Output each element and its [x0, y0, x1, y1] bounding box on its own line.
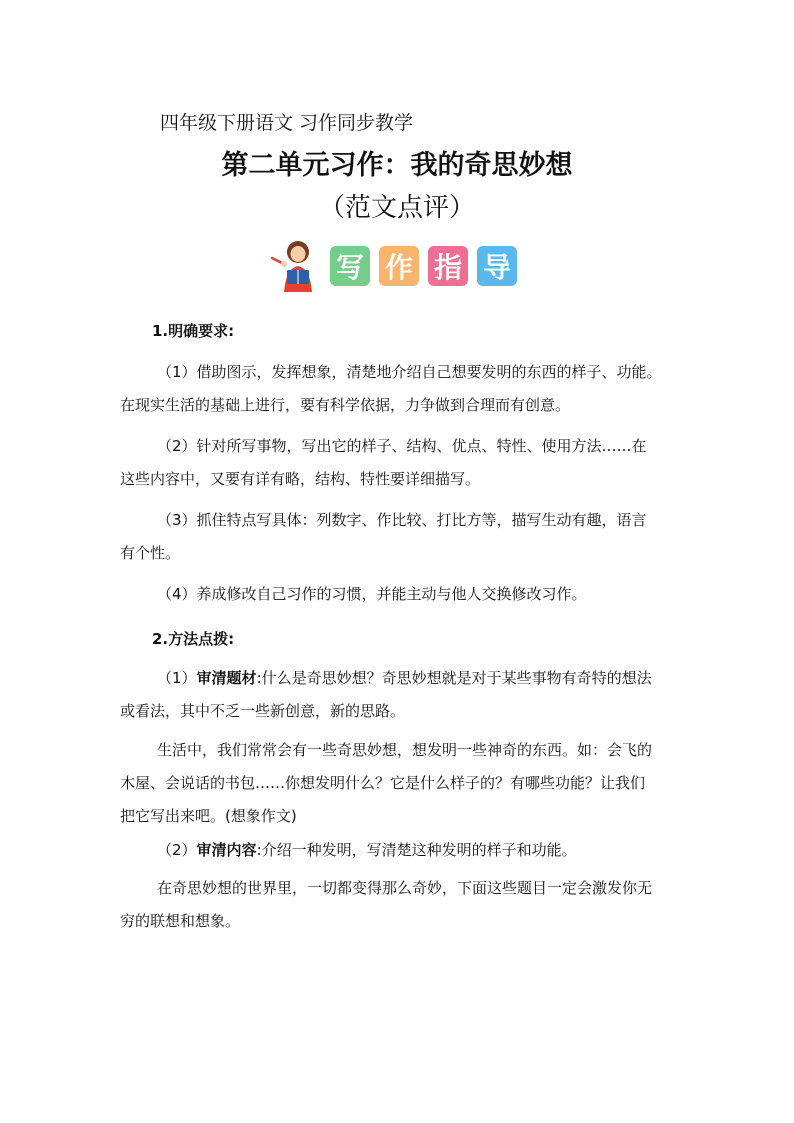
- document-subtitle: 四年级下册语文 习作同步教学: [160, 112, 414, 134]
- document-title: 第二单元习作：我的奇思妙想: [221, 150, 573, 181]
- paragraph-line: （2）针对所写事物，写出它的样子、结构、优点、特性、使用方法……在: [157, 437, 647, 455]
- banner-tile-point: 指: [428, 246, 468, 286]
- requirement-paragraph-3: [120, 504, 680, 570]
- requirement-paragraph-2: [120, 430, 680, 496]
- method-paragraph-3: [120, 834, 680, 867]
- paragraph-line: 生活中，我们常常会有一些奇思妙想，想发明一些神奇的东西。如：会飞的: [157, 741, 653, 759]
- method-paragraph-2: [120, 734, 680, 833]
- teacher-reading-icon: [270, 238, 322, 294]
- paragraph-line: 这些内容中，又要有详有略，结构、特性要详细描写。: [120, 470, 481, 488]
- item-text: :介绍一种发明，写清楚这种发明的样子和功能。: [256, 841, 577, 859]
- section-heading-methods: 2.方法点拨:: [152, 630, 235, 648]
- item-number: （2）: [157, 841, 197, 859]
- requirement-paragraph-1: [120, 356, 680, 422]
- bold-term: 审清内容: [196, 841, 257, 859]
- paragraph-line: 或看法，其中不乏一些新创意，新的思路。: [120, 702, 406, 720]
- method-paragraph-1: [120, 662, 680, 728]
- paragraph-line: 把它写出来吧。(想象作文): [120, 807, 297, 825]
- document-title-sub: （范文点评）: [318, 193, 475, 223]
- paragraph-line: （1）借助图示，发挥想象，清楚地介绍自己想要发明的东西的样子、功能。: [157, 363, 662, 381]
- banner-tile-guide: 导: [477, 246, 517, 286]
- paragraph-line: 穷的联想和想象。: [120, 912, 241, 930]
- requirement-paragraph-4: [120, 578, 680, 611]
- item-number: （1）: [157, 669, 197, 687]
- banner-tile-make: 作: [379, 246, 419, 286]
- banner-tile-write: 写: [330, 246, 370, 286]
- paragraph-line: [120, 834, 680, 867]
- method-paragraph-4: [120, 872, 680, 938]
- paragraph-line: [120, 662, 680, 695]
- paragraph-line: （3）抓住特点写具体：列数字、作比较、打比方等，描写生动有趣，语言: [157, 511, 647, 529]
- section-heading-requirements: 1.明确要求:: [152, 322, 235, 340]
- item-text: :什么是奇思妙想？奇思妙想就是对于某些事物有奇特的想法: [256, 669, 652, 687]
- paragraph-line: 木屋、会说话的书包……你想发明什么？它是什么样子的？有哪些功能？让我们: [120, 774, 646, 792]
- bold-term: 审清题材: [196, 669, 257, 687]
- writing-guide-banner: [270, 238, 526, 294]
- paragraph-line: 在现实生活的基础上进行，要有科学依据，力争做到合理而有创意。: [120, 396, 571, 414]
- paragraph-line: （4）养成修改自己习作的习惯，并能主动与他人交换修改习作。: [157, 585, 587, 603]
- paragraph-line: 在奇思妙想的世界里，一切都变得那么奇妙，下面这些题目一定会激发你无: [157, 879, 653, 897]
- paragraph-line: 有个性。: [120, 544, 181, 562]
